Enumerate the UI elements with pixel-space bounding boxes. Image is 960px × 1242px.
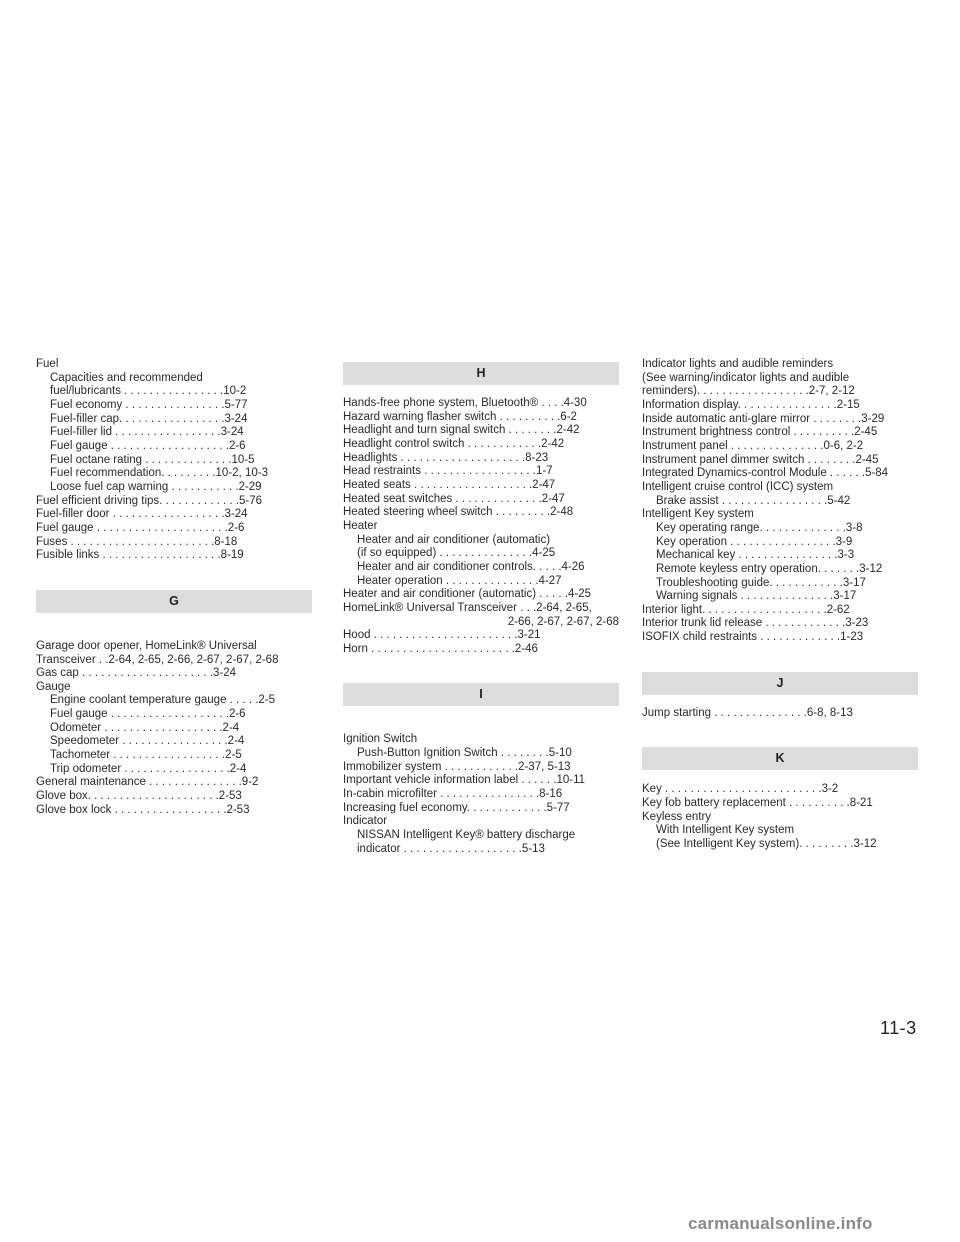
index-entry-heater: Heater	[343, 519, 378, 532]
index-entry: Headlights . . . . . . . . . . . . . . . . . . . .8-23	[343, 451, 549, 464]
index-subentry: Key operation . . . . . . . . . . . . . . . . .3-9	[656, 535, 853, 548]
index-subentry: Loose fuel cap warning . . . . . . . . . . .2-29	[50, 480, 262, 493]
index-entry: Fusible links . . . . . . . . . . . . . . . . . . .8-19	[36, 549, 244, 562]
index-column-1	[36, 358, 312, 817]
index-subentry: Engine coolant temperature gauge . . . . .2-5	[50, 694, 276, 707]
index-subentry: (See Intelligent Key system). . . . . . . . .3-12	[656, 838, 877, 851]
index-subentry: fuel/lubricants . . . . . . . . . . . . . . . .10-2	[50, 385, 247, 398]
index-entry: (See warning/indicator lights and audible	[642, 371, 850, 384]
index-entry: Indicator lights and audible reminders	[642, 358, 834, 370]
index-subentry: Tachometer . . . . . . . . . . . . . . . . . .2-5	[50, 749, 242, 762]
section-header-j: J	[642, 672, 918, 695]
index-subentry: Fuel-filler cap. . . . . . . . . . . . . . . . .3-24	[50, 412, 248, 425]
page-number: 11-3	[880, 1018, 917, 1038]
index-subentry: Fuel recommendation. . . . . . . . .10-2, 10-3	[50, 467, 268, 480]
index-subentry: Key operating range. . . . . . . . . . . . . .3-8	[656, 521, 863, 534]
index-subentry: (if so equipped) . . . . . . . . . . . . . . .4-25	[357, 547, 556, 560]
index-entry: Instrument panel . . . . . . . . . . . . . . .0-6, 2-2	[642, 439, 864, 452]
index-entry: Important vehicle information label . . . . . .10-11	[343, 774, 586, 787]
index-entry: Fuses . . . . . . . . . . . . . . . . . . . . . . .8-18	[36, 535, 238, 548]
index-entry-keyless: Keyless entry	[642, 810, 712, 823]
index-entry: Hazard warning flasher switch . . . . . . . . . .6-2	[343, 410, 577, 423]
index-entry: Interior light. . . . . . . . . . . . . . . . . . . .2-62	[642, 603, 850, 616]
watermark-text: carmanualsonline.info	[688, 1214, 873, 1233]
index-entry: Gas cap . . . . . . . . . . . . . . . . . . . . .3-24	[36, 667, 237, 680]
index-subentry: Brake assist . . . . . . . . . . . . . . . . .5-42	[656, 494, 851, 507]
index-subentry: With Intelligent Key system	[656, 824, 795, 837]
index-subentry: Heater and air conditioner controls. . . . .4-26	[357, 560, 585, 573]
index-subentry: Fuel octane rating . . . . . . . . . . . . . .10-5	[50, 453, 255, 466]
index-subentry: Heater operation . . . . . . . . . . . . . . .4-27	[357, 574, 562, 587]
index-entry-gauge: Gauge	[36, 680, 71, 693]
section-header-h: H	[343, 362, 619, 385]
index-entry: Hood . . . . . . . . . . . . . . . . . . . . . . .3-21	[343, 629, 541, 642]
index-subentry: Warning signals . . . . . . . . . . . . . . .3-17	[656, 590, 857, 603]
index-column-2	[343, 362, 619, 856]
index-subentry: Fuel economy . . . . . . . . . . . . . . . .5-77	[50, 398, 248, 411]
section-header-k: K	[642, 747, 918, 770]
index-subentry: Fuel-filler lid . . . . . . . . . . . . . . . . .3-24	[50, 426, 244, 439]
index-subentry: Mechanical key . . . . . . . . . . . . . . . .3-3	[656, 549, 855, 562]
index-entry: Glove box. . . . . . . . . . . . . . . . . . . . .2-53	[36, 790, 242, 803]
index-entry: Headlight control switch . . . . . . . . . . . .2-42	[343, 437, 565, 450]
index-subentry: Fuel gauge . . . . . . . . . . . . . . . . . . .2-6	[50, 439, 246, 452]
index-entry: ISOFIX child restraints . . . . . . . . . . . . .1-23	[642, 631, 864, 644]
index-subentry: Heater and air conditioner (automatic)	[357, 533, 551, 546]
index-entry: Fuel efficient driving tips. . . . . . . . . . . . .5-76	[36, 494, 263, 507]
index-entry: Increasing fuel economy. . . . . . . . . . . . .5-77	[343, 801, 570, 814]
index-entry: Fuel gauge . . . . . . . . . . . . . . . . . . . . .2-6	[36, 521, 245, 534]
index-entry: HomeLink® Universal Transceiver . . .2-64, 2-65,	[343, 601, 592, 614]
index-subentry: NISSAN Intelligent Key® battery discharge	[357, 829, 576, 842]
index-entry: Heated steering wheel switch . . . . . . . . .2-48	[343, 506, 574, 519]
index-entry: Heated seat switches . . . . . . . . . . . . . .2-47	[343, 492, 565, 505]
index-entry: Immobilizer system . . . . . . . . . . . .2-37, 5-13	[343, 760, 571, 773]
section-header-g: G	[36, 590, 312, 613]
index-entry: Heater and air conditioner (automatic) . . . . .4-25	[343, 588, 592, 601]
index-entry-intelligent-key: Intelligent Key system	[642, 508, 754, 521]
index-entry: Information display. . . . . . . . . . . . . . . .2-15	[642, 398, 860, 411]
index-subentry: Odometer . . . . . . . . . . . . . . . . . . .2-4	[50, 721, 240, 734]
index-subentry: Push-Button Ignition Switch . . . . . . . .5-10	[357, 747, 572, 760]
index-subentry: indicator . . . . . . . . . . . . . . . . . . .5-13	[357, 842, 545, 855]
index-entry: Jump starting . . . . . . . . . . . . . . .6-8, 8-13	[642, 706, 853, 719]
index-column-3	[642, 358, 918, 852]
index-entry: Inside automatic anti-glare mirror . . . . . . . .3-29	[642, 412, 885, 425]
index-subentry: Speedometer . . . . . . . . . . . . . . . . .2-4	[50, 735, 245, 748]
index-subentry: Capacities and recommended	[50, 371, 203, 384]
index-entry: Heated seats . . . . . . . . . . . . . . . . . . .2-47	[343, 478, 556, 491]
index-entry-fuel: Fuel	[36, 358, 59, 370]
index-entry: Transceiver . .2-64, 2-65, 2-66, 2-67, 2-67, 2-68	[36, 653, 279, 666]
index-entry-continued: 2-66, 2-67, 2-67, 2-68	[507, 615, 619, 628]
section-header-i: I	[343, 683, 619, 706]
index-entry-indicator: Indicator	[343, 815, 388, 828]
index-entry: Fuel-filler door . . . . . . . . . . . . . . . . . .3-24	[36, 508, 248, 521]
index-entry-ignition: Ignition Switch	[343, 733, 418, 746]
index-entry: Key fob battery replacement . . . . . . . . . .8-21	[642, 797, 873, 810]
index-subentry: Trip odometer . . . . . . . . . . . . . . . . .2-4	[50, 762, 247, 775]
index-entry-icc: Intelligent cruise control (ICC) system	[642, 480, 834, 493]
index-entry: Interior trunk lid release . . . . . . . . . . . . .3-23	[642, 617, 869, 630]
index-entry: Instrument panel dimmer switch . . . . . . . .2-45	[642, 453, 879, 466]
index-subentry: Remote keyless entry operation. . . . . . .3-12	[656, 562, 883, 575]
index-entry: Hands-free phone system, Bluetooth® . . . .4-30	[343, 397, 587, 409]
index-entry: Headlight and turn signal switch . . . . . . . .2-42	[343, 424, 580, 437]
index-entry: General maintenance . . . . . . . . . . . . . . .9-2	[36, 776, 259, 789]
index-entry: Head restraints . . . . . . . . . . . . . . . . . .1-7	[343, 465, 553, 478]
index-entry: Key . . . . . . . . . . . . . . . . . . . . . . . . .3-2	[642, 783, 839, 796]
index-subentry: Troubleshooting guide. . . . . . . . . . . .3-17	[656, 576, 866, 589]
index-entry: Horn . . . . . . . . . . . . . . . . . . . . . . .2-46	[343, 642, 538, 655]
index-entry: Glove box lock . . . . . . . . . . . . . . . . . .2-53	[36, 803, 250, 816]
index-entry: In-cabin microfilter . . . . . . . . . . . . . . . .8-16	[343, 788, 563, 801]
footer-watermark	[0, 1206, 960, 1242]
index-entry: Integrated Dynamics-control Module . . . . . .5-84	[642, 467, 889, 480]
index-entry: Instrument brightness control . . . . . . . . . .2-45	[642, 426, 878, 439]
index-entry: Garage door opener, HomeLink® Universal	[36, 639, 257, 652]
index-subentry: Fuel gauge . . . . . . . . . . . . . . . . . . .2-6	[50, 708, 246, 721]
index-entry: reminders). . . . . . . . . . . . . . . . . .2-7, 2-12	[642, 385, 855, 398]
